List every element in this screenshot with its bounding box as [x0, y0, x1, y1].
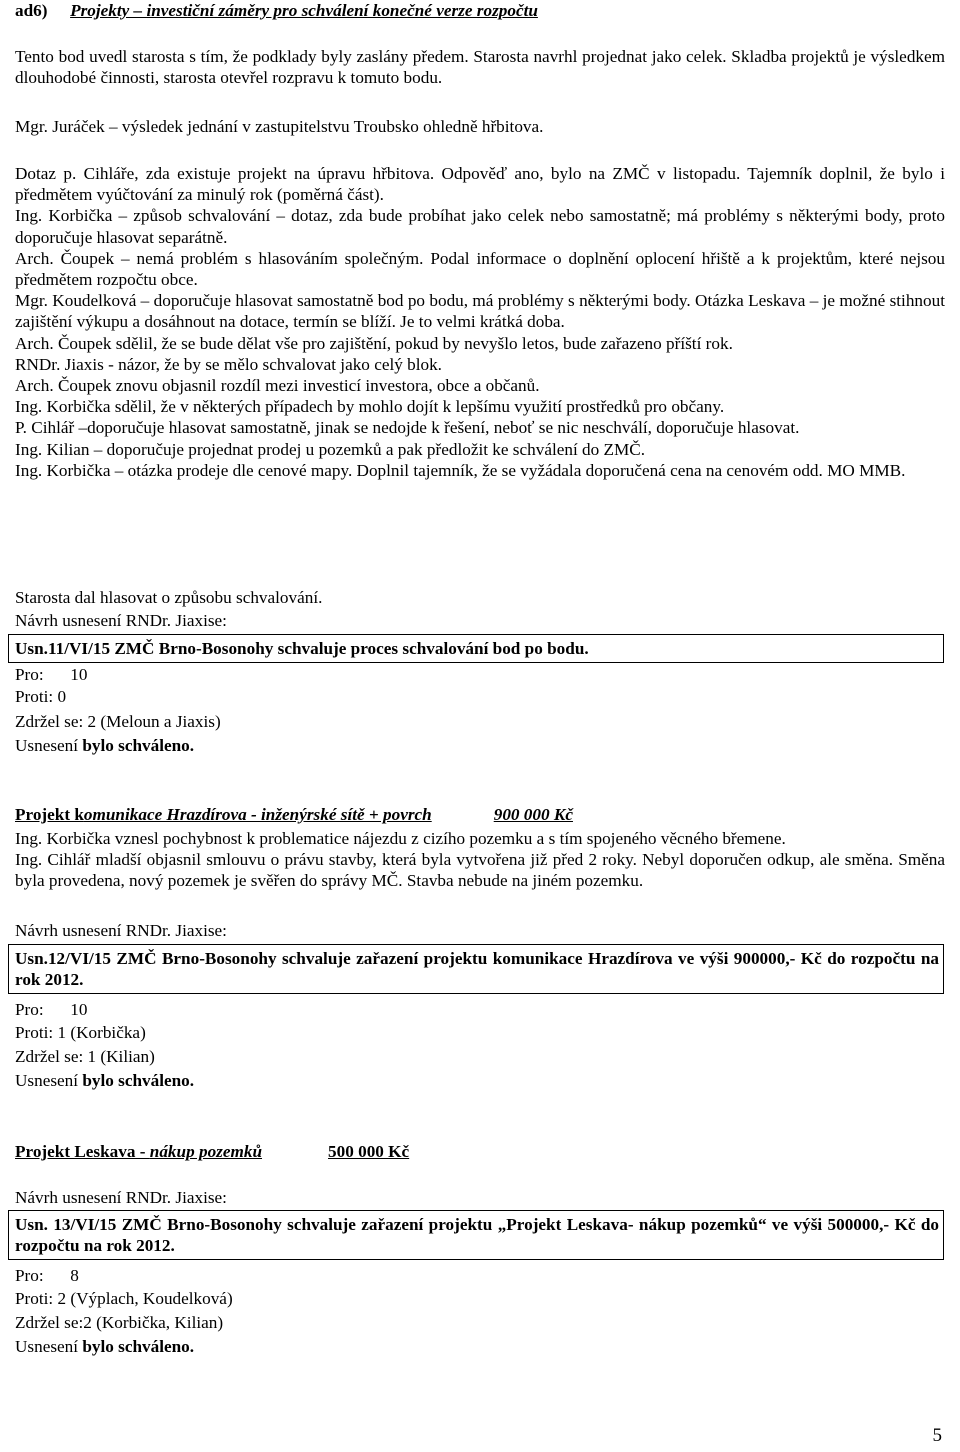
project1-heading [15, 804, 945, 825]
pro-value: 8 [70, 1266, 79, 1285]
vote1-proti: Proti: 0 [15, 687, 67, 706]
usneseni-result: bylo schváleno. [82, 736, 195, 755]
resolution-box-11 [8, 634, 944, 663]
project2-proti: Proti: 2 (Výplach, Koudelková) [15, 1289, 233, 1308]
vote1-intro: Starosta dal hlasovat o způsobu schvalování. [15, 588, 323, 607]
project1-line: Ing. Korbička vznesl pochybnost k problematice nájezdu z cizího pozemku a s tím spojeného věcného břemene. [15, 829, 786, 848]
discussion-item: Arch. Čoupek – nemá problém s hlasováním společným. Podal informace o doplnění oplocení hřiště a k projektům, které nejsou předmětem rozpočtu obce. [15, 248, 945, 290]
discussion-item: Ing. Korbička sdělil, že v některých případech by mohlo dojít k lepšímu využití prostředků pro občany. [15, 397, 725, 417]
project2-pro [15, 1265, 945, 1286]
project1-line: Ing. Cihlář mladší objasnil smlouvu o právu stavby, která byla vytvořena již před 2 roky. Nebyl doporučen odkup, ale směna. Směna byla provedena, nový pozemek je svěřen do správy MČ. Stavba nebude na jiném pozemku. [15, 850, 945, 891]
intro-juracek: Mgr. Juráček – výsledek jednání v zastupitelstvu Troubsko ohledně hřbitova. [15, 117, 544, 136]
page-number: 5 [932, 1425, 942, 1446]
discussion-item: Ing. Kilian – doporučuje projednat prodej u pozemků a pak předložit ke schválení do ZMČ. [15, 439, 646, 459]
project2-heading [15, 1141, 945, 1162]
project2-proposal: Návrh usnesení RNDr. Jiaxise: [15, 1188, 227, 1207]
project1-proposal: Návrh usnesení RNDr. Jiaxise: [15, 921, 227, 940]
discussion-item: Mgr. Koudelková – doporučuje hlasovat samostatně bod po bodu, má problémy s některými body. Otázka Leskava – je možné stihnout zajištění výkupu a dosáhnout na dotace, termín se blíží. Je to velmi krátká doba. [15, 291, 945, 332]
pro-value: 10 [70, 1000, 88, 1019]
vote1-zdrzel: Zdržel se: 2 (Meloun a Jiaxis) [15, 712, 221, 731]
section-heading [15, 0, 945, 21]
project1-amount: 900 000 Kč [493, 805, 573, 824]
project2-amount: 500 000 Kč [328, 1142, 410, 1161]
discussion-item: Ing. Korbička – způsob schvalování – dotaz, zda bude probíhat jako celek nebo samostatně; má problémy s některými body, proto doporučuje hlasovat separátně. [15, 206, 945, 247]
usneseni-result: bylo schváleno. [82, 1071, 195, 1090]
section-title: Projekty – investiční záměry pro schválení konečné verze rozpočtu [70, 1, 538, 20]
discussion-item: Dotaz p. Cihláře, zda existuje projekt na úpravu hřbitova. Odpověď ano, bylo na ZMČ v listopadu. Tajemník doplnil, že bylo i předmětem vyúčtování za minulý rok (poměrná část). [15, 164, 945, 205]
resolution-text: Usn.12/VI/15 ZMČ Brno-Bosonohy schvaluje zařazení projektu komunikace Hrazdírova ve výši 900000,- Kč do rozpočtu na rok 2012. [15, 949, 939, 990]
discussion-item: Arch. Čoupek sdělil, že se bude dělat vše pro zajištění, pokud by nevyšlo letos, bude zařazeno příští rok. [15, 333, 733, 353]
pro-label: Pro: [15, 665, 44, 684]
vote1-pro [15, 664, 945, 685]
discussion-item: Arch. Čoupek znovu objasnil rozdíl mezi investicí investora, obce a občanů. [15, 376, 540, 396]
usneseni-result: bylo schváleno. [82, 1337, 195, 1356]
resolution-box-13 [8, 1210, 944, 1260]
vote1-proposal: Návrh usnesení RNDr. Jiaxise: [15, 611, 227, 630]
vote1-usneseni [15, 735, 945, 756]
discussion-item: P. Cihlář –doporučuje hlasovat samostatně, jinak se nedojde k řešení, neboť se nic neschválí, doporučuje hlasovat. [15, 418, 800, 438]
intro-paragraph: Tento bod uvedl starosta s tím, že podklady byly zaslány předem. Starosta navrhl projednat jako celek. Skladba projektů je výsledkem dlouhodobé činnosti, starosta otevřel rozpravu k tomuto bodu. [15, 47, 945, 88]
project1-discussion [15, 828, 945, 892]
project1-name: Projekt komunikace Hrazdírova - inženýrské sítě + povrch 900 000 Kč [15, 805, 573, 824]
project2-zdrzel: Zdržel se:2 (Korbička, Kilian) [15, 1313, 224, 1332]
project2-name: Projekt Leskava - nákup pozemků 500 000 Kč [15, 1142, 410, 1161]
usneseni-label: Usnesení [15, 736, 83, 755]
project1-proti: Proti: 1 (Korbička) [15, 1023, 146, 1042]
resolution-text: Usn. 13/VI/15 ZMČ Brno-Bosonohy schvaluje zařazení projektu „Projekt Leskava- nákup pozemků“ ve výši 500000,- Kč do rozpočtu na rok 2012. [15, 1215, 939, 1256]
discussion-item: RNDr. Jiaxis - názor, že by se mělo schvalovat jako celý blok. [15, 354, 442, 374]
pro-value: 10 [70, 665, 88, 684]
project1-pro [15, 999, 945, 1020]
resolution-text: Usn.11/VI/15 ZMČ Brno-Bosonohy schvaluje proces schvalování bod po bodu. [15, 639, 589, 658]
pro-label: Pro: [15, 1266, 44, 1285]
resolution-box-12 [8, 944, 944, 994]
discussion-item: Ing. Korbička – otázka prodeje dle cenové mapy. Doplnil tajemník, že se vyžádala doporučená cena na cenovém odd. MO MMB. [15, 460, 906, 480]
usneseni-label: Usnesení [15, 1071, 83, 1090]
pro-label: Pro: [15, 1000, 44, 1019]
project1-zdrzel: Zdržel se: 1 (Kilian) [15, 1047, 155, 1066]
usneseni-label: Usnesení [15, 1337, 83, 1356]
section-number: ad6) [15, 1, 48, 20]
discussion-block [15, 163, 945, 481]
project1-usneseni [15, 1070, 945, 1091]
project2-usneseni [15, 1336, 945, 1357]
